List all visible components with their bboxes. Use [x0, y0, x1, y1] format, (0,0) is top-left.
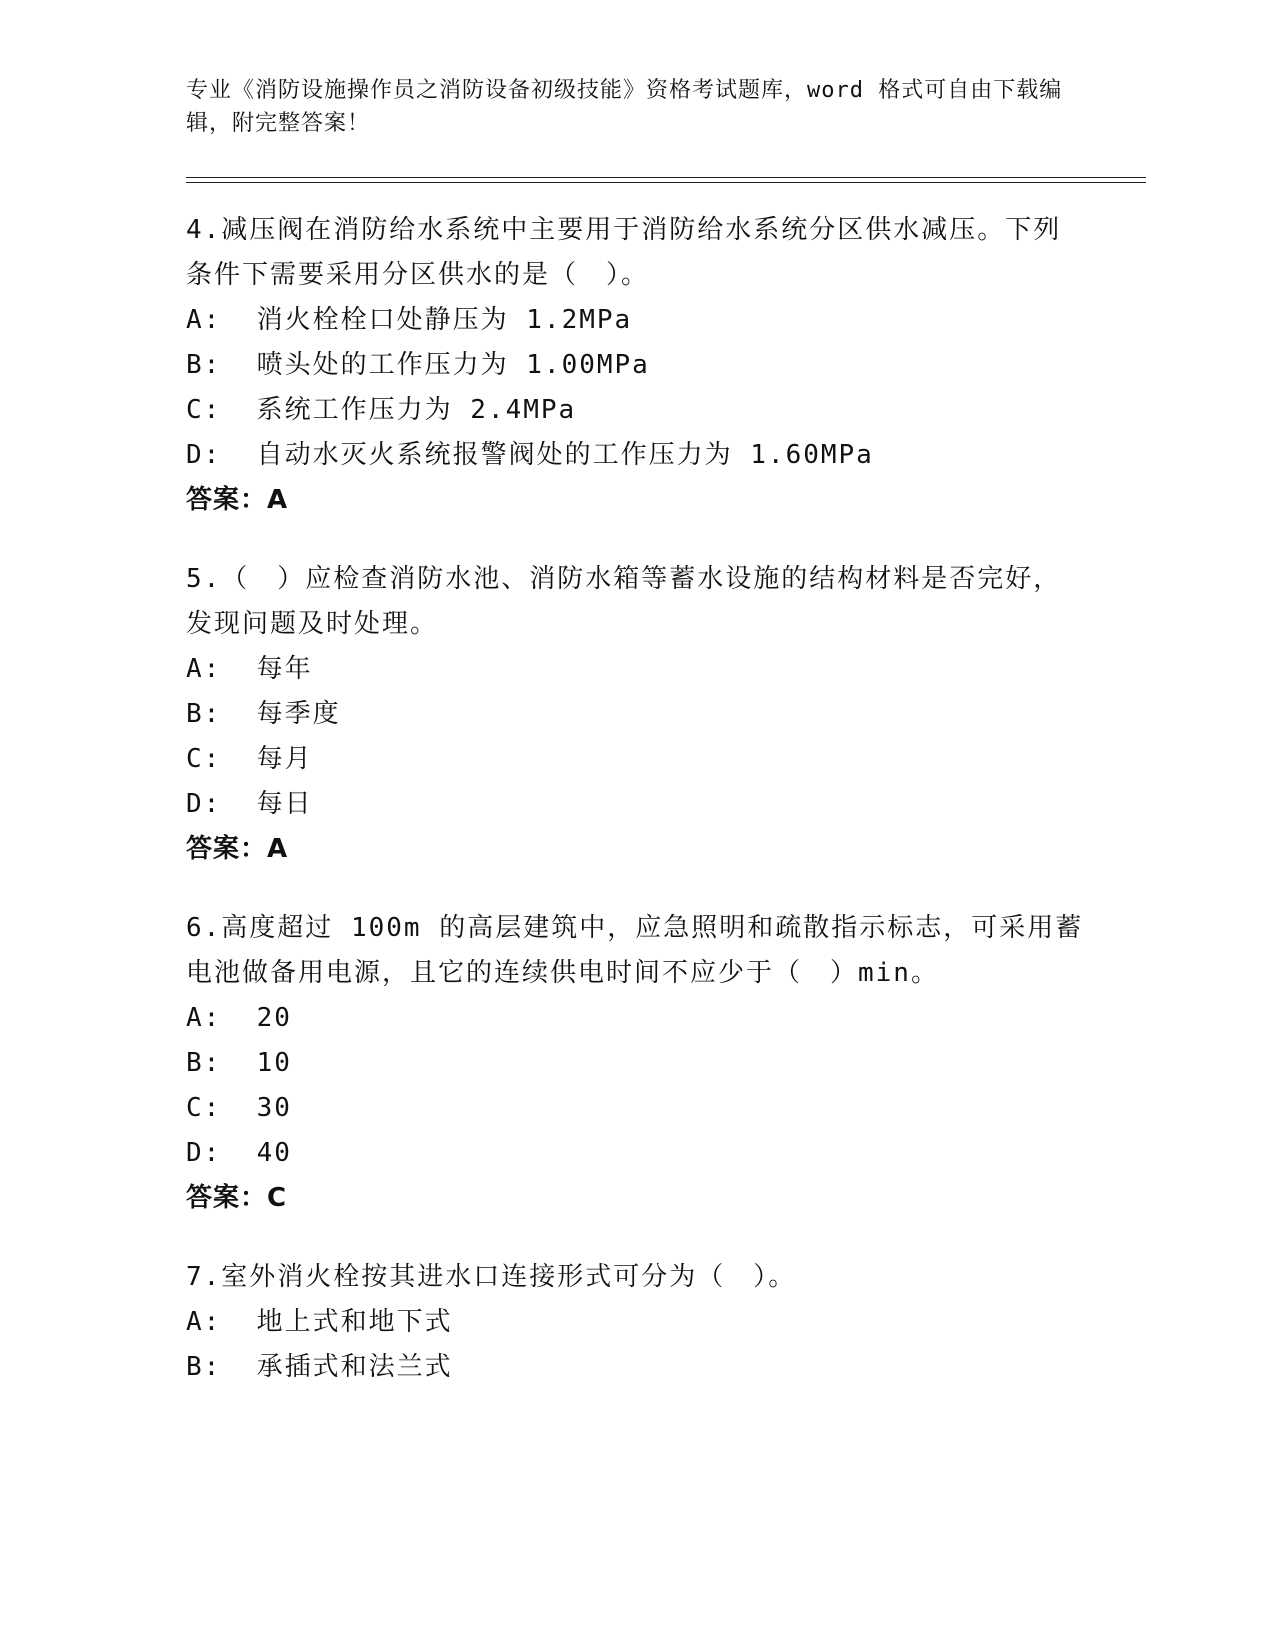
option-b: B: 承插式和法兰式	[186, 1352, 453, 1382]
option-a: A: 每年	[186, 654, 313, 684]
header-divider-bottom	[186, 182, 1146, 183]
question-stem: 7.室外消火栓按其进水口连接形式可分为（ ）。	[186, 1262, 797, 1292]
question-stem: 6.高度超过 100m 的高层建筑中，应急照明和疏散指示标志，可采用蓄电池做备用电源，且它的连续供电时间不应少于（ ）min。	[186, 913, 1084, 988]
question-stem: 4.减压阀在消防给水系统中主要用于消防给水系统分区供水减压。下列条件下需要采用分区供水的是（ ）。	[186, 215, 1062, 290]
option-b: B: 喷头处的工作压力为 1.00MPa	[186, 350, 650, 380]
answer: 答案：C	[186, 1183, 288, 1213]
answer: 答案：A	[186, 485, 289, 515]
option-a: A: 消火栓栓口处静压为 1.2MPa	[186, 305, 633, 335]
option-c: C: 每月	[186, 744, 313, 774]
question-4	[186, 208, 1086, 523]
question-5	[186, 557, 1086, 872]
option-c: C: 系统工作压力为 2.4MPa	[186, 395, 577, 425]
document-intro: 专业《消防设施操作员之消防设备初级技能》资格考试题库，word 格式可自由下载编辑，附完整答案！	[186, 78, 1063, 136]
option-d: D: 自动水灭火系统报警阀处的工作压力为 1.60MPa	[186, 440, 874, 470]
question-list	[186, 208, 1086, 1424]
option-d: D: 40	[186, 1138, 292, 1168]
option-a: A: 地上式和地下式	[186, 1307, 453, 1337]
question-stem: 5.（ ）应检查消防水池、消防水箱等蓄水设施的结构材料是否完好，发现问题及时处理。	[186, 564, 1062, 639]
header-divider-top	[186, 177, 1146, 178]
option-d: D: 每日	[186, 789, 313, 819]
option-c: C: 30	[186, 1093, 292, 1123]
option-b: B: 每季度	[186, 699, 341, 729]
answer: 答案：A	[186, 834, 289, 864]
question-6	[186, 906, 1086, 1221]
option-b: B: 10	[186, 1048, 292, 1078]
question-7	[186, 1255, 1086, 1390]
option-a: A: 20	[186, 1003, 292, 1033]
